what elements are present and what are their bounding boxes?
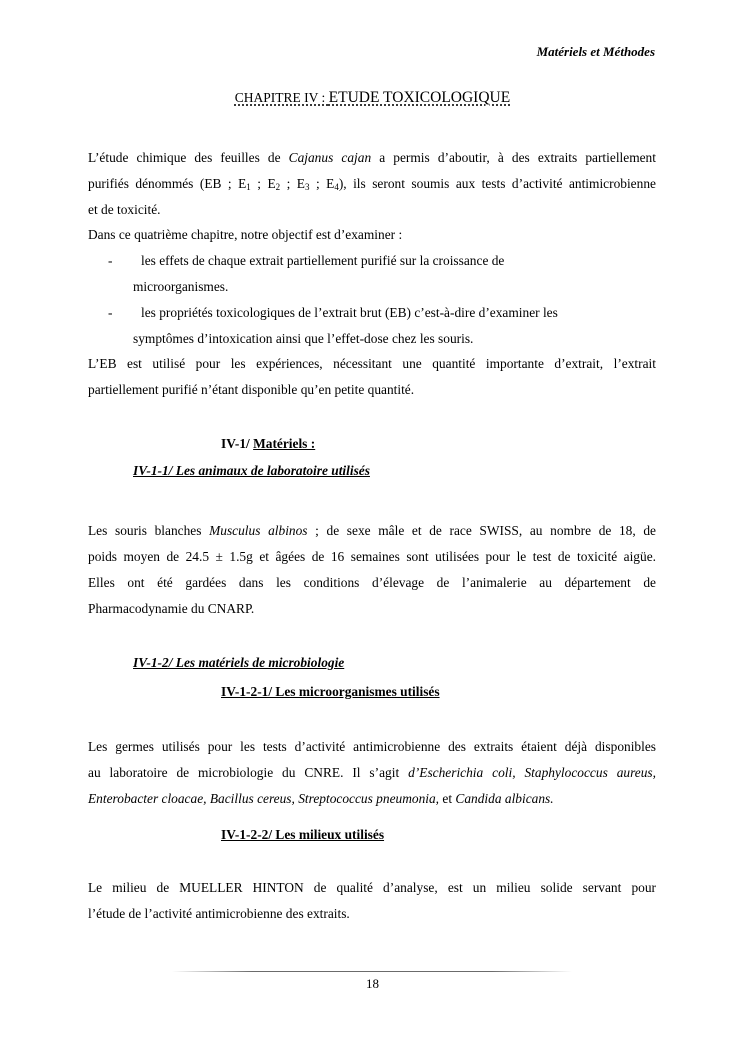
- germs-line-3: Enterobacter cloacae, Bacillus cereus, Streptococcus pneumonia, et Candida albicans.: [88, 791, 554, 806]
- subsubsection-heading-media: IV-1-2-2/ Les milieux utilisés: [221, 827, 385, 842]
- eb-note-line-2: partiellement purifié n’étant disponible qu’en petite quantité.: [88, 382, 415, 397]
- intro-line-2: purifiés dénommés (EB ; $E_1$ ; $E_2$ ; $E_3$ ; $E_4$), ils seront soumis aux tests d’activité antimicrobienne: [88, 176, 656, 192]
- bullet-line-2: symptômes d’intoxication ainsi que l’effet-dose chez les souris.: [133, 331, 474, 346]
- media-line-1: Le milieu de MUELLER HINTON de qualité d’analyse, est un milieu solide servant pour: [88, 880, 656, 895]
- bullet-dash: -: [108, 253, 113, 268]
- chapter-title-text: [235, 89, 510, 106]
- intro-paragraph: [88, 145, 656, 223]
- species-musculus: Musculus albinos: [209, 523, 308, 538]
- animals-line-1: Les souris blanches Musculus albinos ; de sexe mâle et de race SWISS, au nombre de 18, de: [88, 523, 656, 538]
- germs-line-2: au laboratoire de microbiologie du CNRE. Il s’agit d’Escherichia coli, Staphylococcus aureus,: [88, 765, 656, 780]
- section-prefix: IV-1/: [221, 436, 254, 451]
- animals-line-3: Elles ont été gardées dans les conditions d’élevage de l’animalerie au département de: [88, 575, 656, 590]
- animals-line-2: poids moyen de 24.5 ± 1.5g et âgées de 16 semaines sont utilisées pour le test de toxicité aigüe.: [88, 549, 656, 564]
- chapter-label: CHAPITRE IV :: [234, 90, 329, 105]
- species-candida: Candida albicans.: [455, 791, 554, 806]
- chapter-name: ETUDE TOXICOLOGIQUE: [328, 89, 511, 106]
- eb-note-paragraph: [88, 351, 656, 403]
- page-number: 18: [366, 976, 379, 991]
- bullet-line-2: microorganismes.: [133, 279, 229, 294]
- germs-line-1: Les germes utilisés pour les tests d’activité antimicrobienne des extraits étaient déjà disponibles: [88, 739, 656, 754]
- media-paragraph: [88, 875, 656, 927]
- subsubsection-heading-microorganisms: IV-1-2-1/ Les microorganismes utilisés: [221, 684, 440, 699]
- objective-text: Dans ce quatrième chapitre, notre objectif est d’examiner :: [88, 227, 403, 242]
- species-cajanus: Cajanus cajan: [288, 150, 372, 165]
- objective-line: [88, 222, 656, 248]
- eb-note-line-1: L’EB est utilisé pour les expériences, nécessitant une quantité importante d’extrait, l’extrait: [88, 356, 656, 371]
- bullet-line-1: les propriétés toxicologiques de l’extrait brut (EB) c’est-à-dire d’examiner les: [141, 305, 558, 320]
- subsection-heading-animals: IV-1-1/ Les animaux de laboratoire utilisés: [133, 463, 370, 478]
- running-header: Matériels et Méthodes: [536, 44, 655, 59]
- section-label: Matériels :: [253, 436, 316, 451]
- footer-divider: [172, 971, 572, 972]
- chapter-title: [0, 88, 745, 108]
- species-list-1: d’Escherichia coli, Staphylococcus aureus,: [408, 765, 656, 780]
- intro-line-3: et de toxicité.: [88, 202, 161, 217]
- animals-line-4: Pharmacodynamie du CNARP.: [88, 601, 255, 616]
- bullet-dash: -: [108, 305, 113, 320]
- bullet-line-1: les effets de chaque extrait partiellement purifié sur la croissance de: [141, 253, 505, 268]
- intro-line-1: L’étude chimique des feuilles de Cajanus cajan a permis d’aboutir, à des extraits partiellement: [88, 150, 656, 165]
- section-heading-materials: [221, 436, 315, 452]
- germs-paragraph: [88, 734, 656, 812]
- media-line-2: l’étude de l’activité antimicrobienne des extraits.: [88, 906, 350, 921]
- species-list-2: Enterobacter cloacae, Bacillus cereus, Streptococcus pneumonia,: [88, 791, 440, 806]
- subsection-heading-microbiology: IV-1-2/ Les matériels de microbiologie: [133, 655, 345, 670]
- animals-paragraph: [88, 518, 656, 622]
